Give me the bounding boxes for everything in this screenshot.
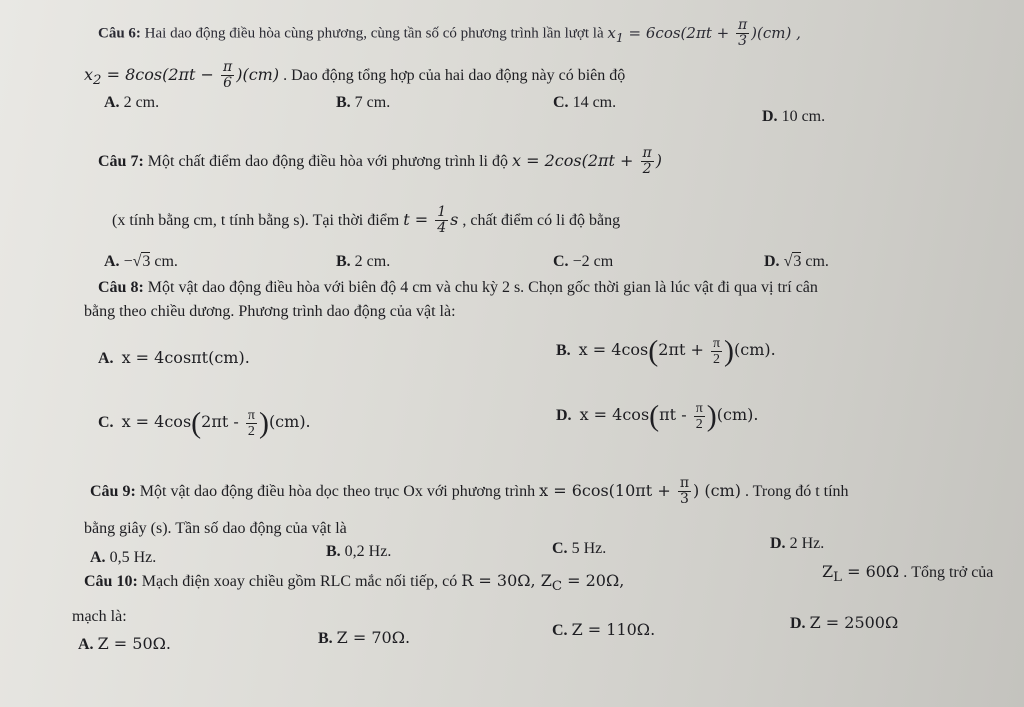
q6-line2 [84,60,625,91]
q7-time: t = $\frac{1}{4}$ s [403,204,459,236]
q10-text: Mạch điện xoay chiều gồm RLC mắc nối tiếp, có [141,573,458,590]
q6-x1-equation: $x_1 = 6\cos(2\pi t$ + $\frac{\pi}{3}$ )(cm) , [607,17,801,49]
q7-option-a[interactable]: A. −√3 cm. [104,253,178,270]
q6-option-c[interactable]: C. 14 cm. [553,94,617,111]
q8-line2 [84,302,456,322]
q7-time-fraction: $\frac{1}{4}$ [437,204,447,236]
q10-line1-end [822,562,993,588]
q6-label: Câu 6: [98,25,141,42]
q10-params: R = 30Ω, $Z_C = 20\Omega$, [461,571,625,595]
q9-text2: . Trong đó t tính [744,483,849,500]
q6-option-b[interactable]: B. 7 cm. [336,94,391,111]
q10-option-b[interactable]: B. Z = 70Ω. [318,628,411,647]
q7-text: Một chất điểm dao động điều hòa với phương trình li độ [147,153,508,170]
q8-text2: bằng theo chiều dương. Phương trình dao động của vật là: [84,303,456,320]
q10-line2 [72,607,127,627]
q6-option-d[interactable]: D. 10 cm. [762,108,826,125]
q8-optd-fraction: $\frac{\pi}{2}$ [695,400,703,432]
q10-zl: $Z_L = 60\Omega$ [822,562,900,586]
q10-label: Câu 10: [84,573,138,590]
q7-text2: (x tính bằng cm, t tính bằng s). Tại thời điểm [112,212,400,229]
q6-x1-fraction: $\frac{\pi}{3}$ [737,17,748,49]
q10-text3: mạch là: [72,608,127,625]
q9-label: Câu 9: [90,483,136,500]
q7-equation: x = 2cos(2πt + $\frac{\pi}{2}$ ) [512,145,662,177]
q6-text2: . Dao động tổng hợp của hai dao động này có biên độ [283,67,626,84]
q9-equation: x = 6cos(10πt + $\frac{\pi}{3}$ ) (cm) [539,475,741,507]
q10-line1 [84,571,624,597]
q8-text: Một vật dao động điều hòa với biên độ 4 cm và chu kỳ 2 s. Chọn gốc thời gian là lúc vật đi qua vị trí cân [147,279,818,296]
q9-line2 [84,519,347,539]
q7-fraction: $\frac{\pi}{2}$ [642,145,652,177]
q6-text: Hai dao động điều hòa cùng phương, cùng tần số có phương trình lần lượt là [144,25,604,42]
q8-option-c[interactable]: C. x = 4cos(2πt - $\frac{\pi}{2}$ )(cm). [98,406,311,440]
q7-option-d[interactable]: D. √3 cm. [764,253,829,270]
q7-line2 [112,205,620,236]
q9-line1 [90,476,849,507]
q7-text3: , chất điểm có li độ bằng [462,212,621,229]
q9-text: Một vật dao động điều hòa dọc theo trục Ox với phương trình [139,483,536,500]
q9-option-a[interactable]: A. 0,5 Hz. [90,549,157,566]
q8-line1 [98,278,818,298]
q8-option-a[interactable]: A. x = 4cosπt(cm). [98,348,250,367]
q9-option-b[interactable]: B. 0,2 Hz. [326,543,392,560]
q8-optb-fraction: $\frac{\pi}{2}$ [712,335,721,367]
q7-label: Câu 7: [98,153,144,170]
q10-option-d[interactable]: D. Z = 2500Ω [790,613,899,632]
q8-option-d[interactable]: D. x = 4cos(πt - $\frac{\pi}{2}$ )(cm). [556,399,759,433]
q10-option-a[interactable]: A. Z = 50Ω. [78,634,171,653]
q7-option-b[interactable]: B. 2 cm. [336,253,391,270]
q7-line1 [98,146,662,177]
q8-option-b[interactable]: B. x = 4cos(2πt + $\frac{\pi}{2}$ )(cm). [556,334,776,368]
q9-fraction: $\frac{\pi}{3}$ [679,475,690,507]
q10-text2: . Tổng trở của [903,564,994,581]
q6-option-a[interactable]: A. 2 cm. [104,94,160,111]
q9-option-c[interactable]: C. 5 Hz. [552,540,607,557]
q10-option-c[interactable]: C. Z = 110Ω. [552,620,656,639]
q9-option-d[interactable]: D. 2 Hz. [770,535,825,552]
q8-label: Câu 8: [98,279,144,296]
q7-option-c[interactable]: C. −2 cm [553,253,614,270]
q8-optc-fraction: $\frac{\pi}{2}$ [247,407,255,439]
q6-x2-equation: $x_2 = 8\cos(2\pi t$ − $\frac{\pi}{6}$ )(cm) [84,59,280,91]
q9-text3: bằng giây (s). Tần số dao động của vật là [84,520,347,537]
q6-x2-fraction: $\frac{\pi}{6}$ [223,59,233,91]
q6-line1 [98,18,801,49]
